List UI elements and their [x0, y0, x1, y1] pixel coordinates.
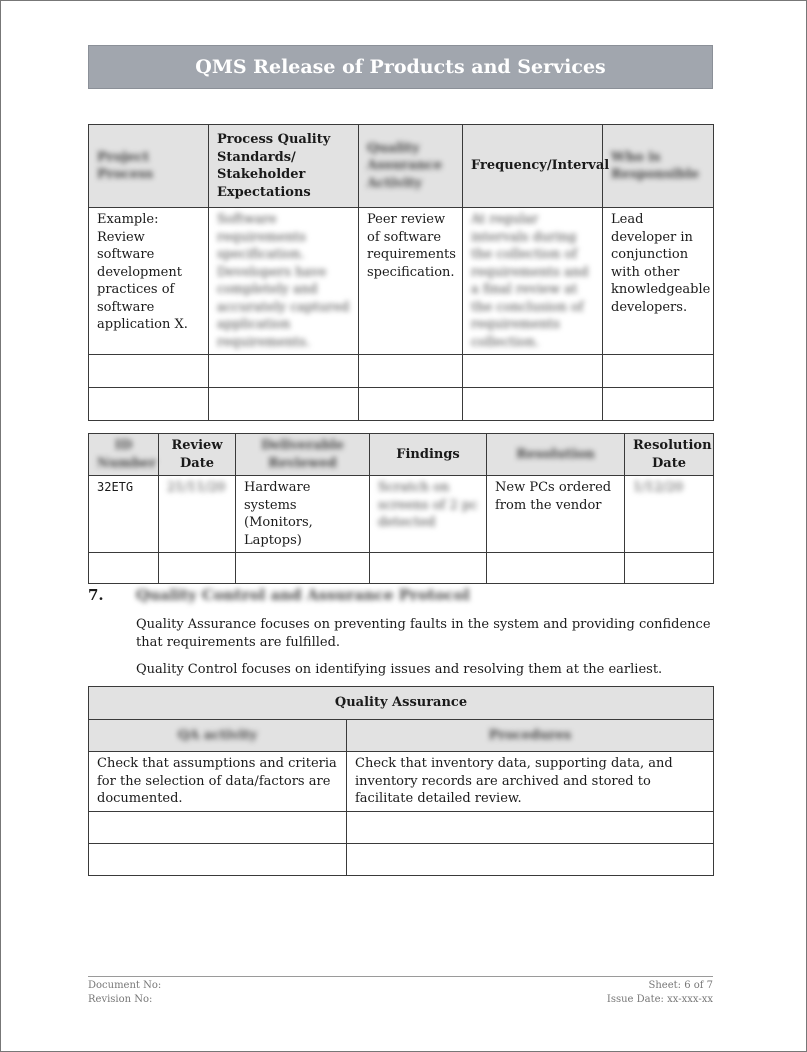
header-procedures: Procedures — [347, 720, 714, 752]
revision-number: Revision No: — [88, 994, 153, 1005]
cell-frequency-interval: At regular intervals during the collection of requirements and a final review at the conclusion of requirements collection. — [463, 208, 603, 355]
document-number: Document No: — [88, 980, 162, 991]
cell-resolution: New PCs ordered from the vendor — [487, 476, 625, 553]
header-id-number: ID Number — [89, 434, 159, 476]
header-findings: Findings — [370, 434, 487, 476]
table-row — [89, 812, 714, 844]
section-number: 7. — [88, 586, 104, 604]
paragraph-quality-assurance: Quality Assurance focuses on preventing faults in the system and providing confidence that requirements are fulfilled. — [136, 617, 711, 650]
cell-who-is-responsible: Lead developer in conjunction with other knowledgeable developers. — [603, 208, 714, 355]
table-row — [89, 553, 714, 584]
header-project-process: Project Process — [89, 125, 209, 208]
section-title: Quality Control and Assurance Protocol — [136, 586, 470, 604]
cell-project-process: Example: Review software development practices of software application X. — [89, 208, 209, 355]
table-header-row — [89, 125, 714, 208]
cell-deliverable-reviewed: Hardware systems (Monitors, Laptops) — [236, 476, 370, 553]
table-header-row — [89, 720, 714, 752]
cell-id-number: 32ETG — [89, 476, 159, 553]
header-qa-activity: QA activity — [89, 720, 347, 752]
cell-quality-assurance-activity: Peer review of software requirements specification. — [359, 208, 463, 355]
page-footer — [88, 976, 713, 1005]
table-row — [89, 844, 714, 876]
cell-resolution-date: 1/12/20 — [625, 476, 714, 553]
quality-assurance-procedures-table — [88, 686, 714, 876]
table-row — [89, 476, 714, 553]
header-resolution: Resolution — [487, 434, 625, 476]
cell-procedures: Check that inventory data, supporting data, and inventory records are archived and stored to facilitate detailed review. — [347, 752, 714, 812]
table-row — [89, 208, 714, 355]
cell-review-date: 21/11/20 — [159, 476, 236, 553]
header-quality-assurance-activity: Quality Assurance Activity — [359, 125, 463, 208]
header-review-date: Review Date — [159, 434, 236, 476]
sheet-number: Sheet: 6 of 7 — [648, 980, 713, 991]
quality-assurance-activities-table — [88, 124, 714, 421]
table-caption: Quality Assurance — [89, 687, 714, 720]
header-frequency-interval: Frequency/Interval — [463, 125, 603, 208]
table-row — [89, 355, 714, 388]
header-deliverable-reviewed: Deliverable Reviewed — [236, 434, 370, 476]
header-who-is-responsible: Who is Responsible — [603, 125, 714, 208]
document-title: QMS Release of Products and Services — [195, 56, 606, 78]
table-row — [89, 752, 714, 812]
document-title-banner — [88, 45, 713, 89]
header-process-quality-standards: Process Quality Standards/ Stakeholder Expectations — [209, 125, 359, 208]
table-row — [89, 388, 714, 421]
header-resolution-date: Resolution Date — [625, 434, 714, 476]
table-header-row — [89, 434, 714, 476]
table-caption-row — [89, 687, 714, 720]
review-findings-table — [88, 433, 714, 584]
cell-process-quality-standards: Software requirements specification. Developers have completely and accurately captured application requirements. — [209, 208, 359, 355]
paragraph-quality-control: Quality Control focuses on identifying issues and resolving them at the earliest. — [136, 662, 663, 677]
cell-findings: Scratch on screens of 2 pc detected — [370, 476, 487, 553]
cell-qa-activity: Check that assumptions and criteria for the selection of data/factors are documented. — [89, 752, 347, 812]
issue-date: Issue Date: xx-xxx-xx — [606, 994, 713, 1005]
